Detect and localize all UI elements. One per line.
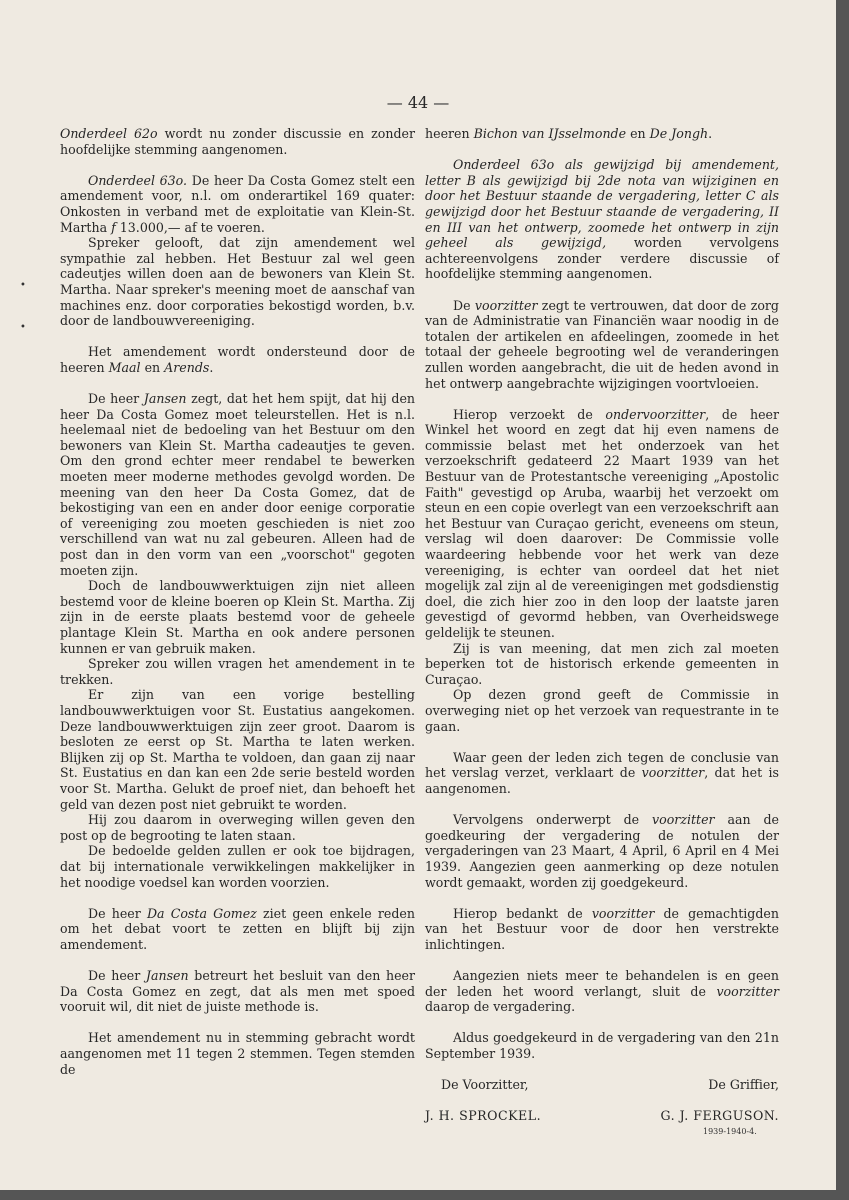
clerk-title: De Griffier, xyxy=(708,1077,779,1093)
paragraph: Doch de landbouwwerktuigen zijn niet alleen bestemd voor de kleine boeren op Klein St. Martha. Zij zijn in de eerste plaats bestemd voor de geheele plantage Klein St. Martha en ook andere personen kunnen er van gebruik maken. xyxy=(60,578,415,656)
left-column xyxy=(60,126,415,1077)
paragraph: De heer Da Costa Gomez ziet geen enkele reden om het debat voort te zetten en blijft bij zijn amendement. xyxy=(60,905,415,952)
paragraph: Hierop verzoekt de ondervoorzitter, de heer Winkel het woord en zegt dat hij even namens de commissie belast met het onderzoek van het verzoekschrift gedateerd 22 Maart 1939 van het Bestuur van de Protestantsche vereeniging „Apostolic Faith" gevestigd op Aruba, waarbij het verzoekt om steun en een copie overlegt van een verzoekschrift aan het Bestuur van Curaçao gericht, eveneens om steun, verslag wil doen daarover: De Commissie volle waardeering hebbende voor het werk van deze vereeniging, is echter van oordeel dat het niet mogelijk zal zijn al de vereenigingen met godsdienstig doel, die zich hier zoo in den loop der laatste jaren gevestigd of gevormd hebben, van Overheidswege geldelijk te steunen. xyxy=(425,406,779,640)
paragraph: Het amendement wordt ondersteund door de heeren Maal en Arends. xyxy=(60,344,415,375)
paragraph: Waar geen der leden zich tegen de conclusie van het verslag verzet, verklaart de voorzitter, dat het is aangenomen. xyxy=(425,749,780,796)
paragraph: Onderdeel 63o als gewijzigd bij amendement, letter B als gewijzigd bij 2de nota van wijziginen en door het Bestuur staande de vergadering, letter C als gewijzigd door het Bestuur staande de vergadering, II en III van het ontwerp, zoomede het ontwerp in zijn geheel als gewijzigd, worden vervolgens achtereenvolgens zonder verdere discussie of hoofdelijke stemming aangenomen. xyxy=(425,157,779,282)
paragraph: De voorzitter zegt te vertrouwen, dat door de zorg van de Administratie van Financiën waar noodig in de totalen der artikelen en afdeelingen, zoomede in het totaal der geheele begrooting wel de veranderingen zullen worden aangebracht, die uit de heden avond in het ontwerp aangebrachte wijzigingen voortvloeien. xyxy=(425,297,779,391)
margin-mark: • xyxy=(20,280,26,291)
paragraph: De bedoelde gelden zullen er ook toe bijdragen, dat bij internationale verwikkelingen makkelijker in het noodige voedsel kan worden voorzien. xyxy=(60,843,415,890)
paragraph: Hierop bedankt de voorzitter de gemachtigden van het Bestuur voor de door hen verstrekte inlichtingen. xyxy=(425,905,779,952)
footer-code: 1939-1940-4. xyxy=(703,1127,757,1136)
chair-title: De Voorzitter, xyxy=(441,1077,529,1093)
signature-names xyxy=(425,1108,779,1124)
margin-mark: • xyxy=(20,322,26,333)
paragraph: De heer Jansen zegt, dat het hem spijt, dat hij den heer Da Costa Gomez moet teleurstellen. Het is n.l. heelemaal niet de bedoeling van het Bestuur om den bewoners van Klein St. Martha cadeautjes te geven. Om den grond echter meer rendabel te bewerken moeten meer moderne methodes gevolgd worden. De meening van den heer Da Costa Gomez, dat de bekostiging van een en ander door eenige corporatie of vereeniging zou moeten geschieden is niet zoo verschillend van wat nu zal gebeuren. Alleen had de post dan in den vorm van een „voorschot" gegoten moeten zijn. xyxy=(60,391,416,578)
clerk-name: G. J. FERGUSON. xyxy=(660,1108,779,1124)
paragraph: heeren Bichon van IJsselmonde en De Jongh. xyxy=(425,126,713,141)
chair-name: J. H. SPROCKEL. xyxy=(425,1108,542,1124)
paragraph: Aangezien niets meer te behandelen is en geen der leden het woord verlangt, sluit de voorzitter daarop de vergadering. xyxy=(425,968,779,1015)
paragraph: Zij is van meening, dat men zich zal moeten beperken tot de historisch erkende gemeenten in Curaçao. xyxy=(425,640,779,687)
paragraph: Hij zou daarom in overweging willen geven den post op de begrooting te laten staan. xyxy=(60,812,415,843)
right-column xyxy=(425,126,779,1124)
paragraph: Aldus goedgekeurd in de vergadering van den 21n September 1939. xyxy=(425,1030,779,1062)
paragraph: Spreker zou willen vragen het amendement in te trekken. xyxy=(60,656,415,687)
paragraph: Vervolgens onderwerpt de voorzitter aan de goedkeuring der vergadering de notulen der vergaderingen van 23 Maart, 4 April, 6 April en 4 Mei 1939. Aangezien geen aanmerking op deze notulen wordt gemaakt, worden zij goedgekeurd. xyxy=(425,812,779,890)
paragraph: De heer Jansen betreurt het besluit van den heer Da Costa Gomez en zegt, dat als men met spoed vooruit wil, dit niet de juiste methode is. xyxy=(60,968,415,1015)
page-number: — 44 — xyxy=(386,93,450,112)
paragraph: Op dezen grond geeft de Commissie in overweging niet op het verzoek van requestrante in te gaan. xyxy=(425,687,779,734)
paragraph: Het amendement nu in stemming gebracht wordt aangenomen met 11 tegen 2 stemmen. Tegen stemden de xyxy=(60,1030,415,1077)
paragraph: Onderdeel 62o wordt nu zonder discussie en zonder hoofdelijke stemming aangenomen. xyxy=(60,126,415,157)
paragraph: Er zijn van een vorige bestelling landbouwwerktuigen voor St. Eustatius aangekomen. Deze landbouwwerktuigen zijn zeer groot. Daarom is besloten ze eerst op St. Martha te laten werken. Blijken zij op St. Martha te voldoen, dan gaan zij naar St. Eustatius en dan kan een 2de serie besteld worden voor St. Martha. Gelukt de proef niet, dan behoeft het geld van dezen post niet gebruikt te worden. xyxy=(60,687,415,812)
signature-titles xyxy=(425,1077,779,1093)
paragraph: Onderdeel 63o. De heer Da Costa Gomez stelt een amendement voor, n.l. om onderartikel 169 quater: Onkosten in verband met de exploitatie van Klein-St. Martha f 13.000,— af te voeren. xyxy=(60,172,415,235)
paragraph: Spreker gelooft, dat zijn amendement wel sympathie zal hebben. Het Bestuur zal wel geen cadeutjes willen doen aan de bewoners van Klein St. Martha. Naar spreker's meening moet de aanschaf van machines enz. door corporaties bekostigd worden, b.v. door de landbouwvereeniging. xyxy=(60,235,415,329)
